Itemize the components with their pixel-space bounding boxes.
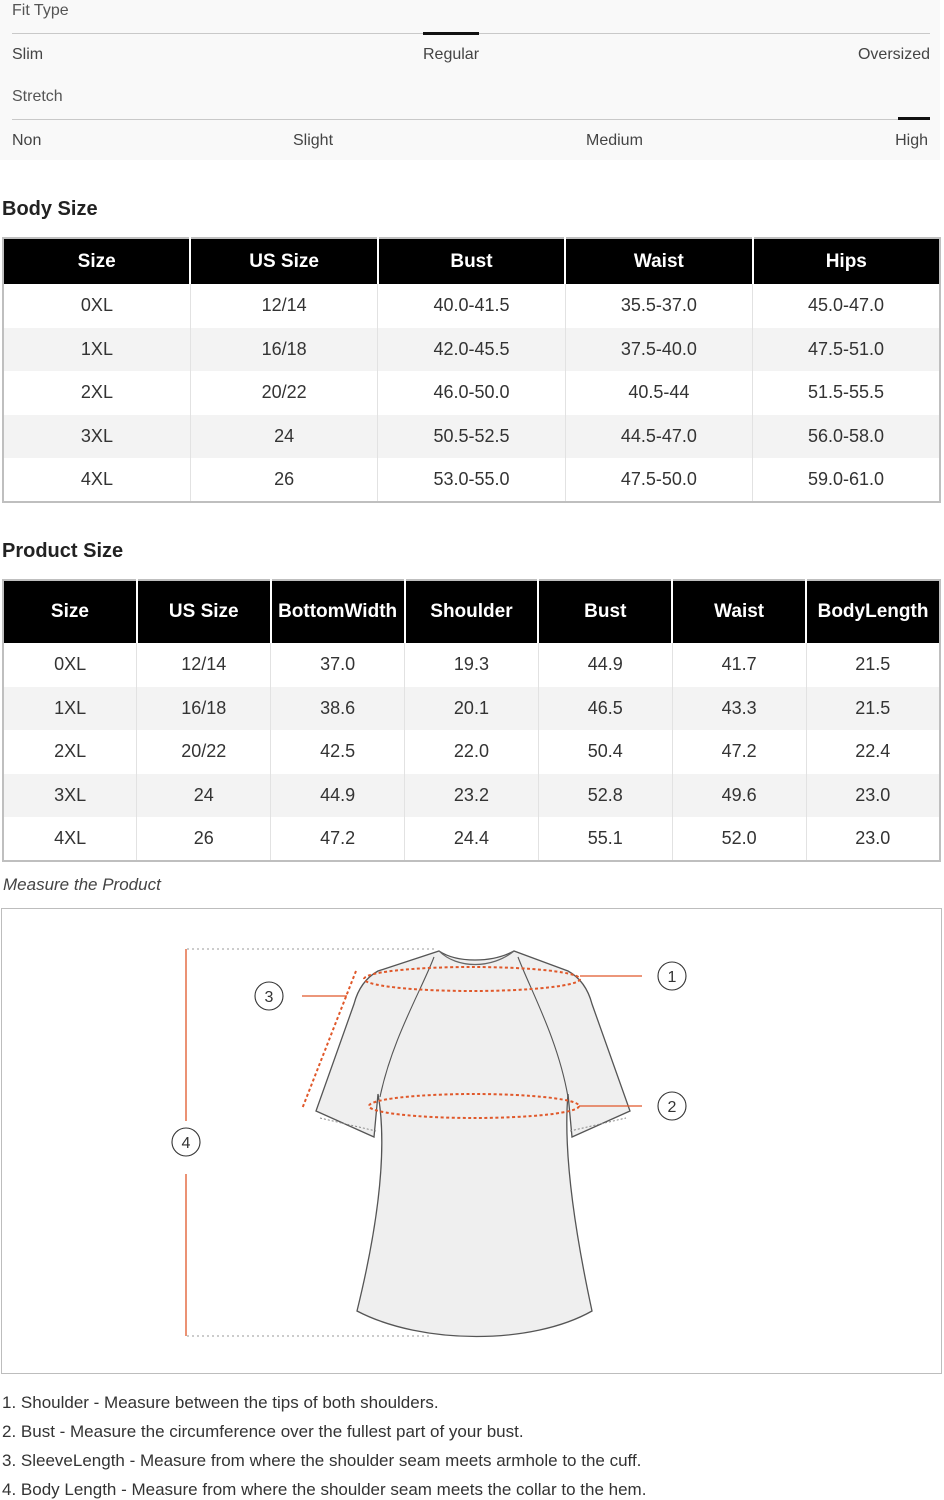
table-cell: 3XL	[3, 774, 137, 818]
table-cell: 44.5-47.0	[565, 415, 752, 459]
table-cell: 16/18	[190, 328, 377, 372]
table-cell: 12/14	[137, 643, 271, 687]
table-row	[3, 458, 940, 502]
table-cell: 12/14	[190, 284, 377, 328]
measurement-diagram	[1, 908, 942, 1374]
table-cell: 26	[137, 817, 271, 861]
table-cell: 42.0-45.5	[378, 328, 565, 372]
stretch-title: Stretch	[12, 88, 63, 105]
callout-number-4: 4	[181, 1135, 191, 1152]
table-row	[3, 730, 940, 774]
table-row	[3, 371, 940, 415]
table-cell: 37.0	[271, 643, 405, 687]
table-cell: 38.6	[271, 687, 405, 731]
stretch-label-slight: Slight	[293, 132, 334, 149]
table-cell: 3XL	[3, 415, 190, 459]
column-header: Hips	[753, 238, 940, 284]
table-row	[3, 687, 940, 731]
stretch-label-medium: Medium	[586, 132, 643, 149]
table-cell: 23.2	[405, 774, 539, 818]
table-cell: 4XL	[3, 458, 190, 502]
column-header: US Size	[190, 238, 377, 284]
stretch-indicator	[898, 117, 930, 120]
stretch-label-high: High	[895, 132, 928, 149]
table-cell: 42.5	[271, 730, 405, 774]
table-row	[3, 643, 940, 687]
table-row	[3, 817, 940, 861]
callout-number-2: 2	[667, 1099, 677, 1116]
table-cell: 44.9	[271, 774, 405, 818]
note-body-length: 4. Body Length - Measure from where the shoulder seam meets the collar to the hem.	[2, 1480, 647, 1499]
table-cell: 24	[137, 774, 271, 818]
table-cell: 40.0-41.5	[378, 284, 565, 328]
table-cell: 26	[190, 458, 377, 502]
note-sleeve-length: 3. SleeveLength - Measure from where the shoulder seam meets armhole to the cuff.	[2, 1451, 642, 1470]
product-size-table	[2, 579, 941, 862]
table-cell: 20/22	[137, 730, 271, 774]
measurement-notes	[2, 1388, 646, 1500]
table-cell: 56.0-58.0	[753, 415, 940, 459]
fit-type-label-regular: Regular	[423, 46, 480, 63]
note-shoulder: 1. Shoulder - Measure between the tips of both shoulders.	[2, 1393, 439, 1412]
table-cell: 46.5	[538, 687, 672, 731]
fit-type-indicator	[423, 32, 479, 35]
table-cell: 47.5-51.0	[753, 328, 940, 372]
table-cell: 45.0-47.0	[808, 295, 885, 316]
tshirt-outline	[316, 951, 630, 1337]
table-cell: 55.1	[538, 817, 672, 861]
fit-stretch-panel	[0, 0, 940, 160]
table-cell: 1XL	[3, 328, 190, 372]
column-header: Shoulder	[405, 580, 539, 643]
table-cell: 21.5	[855, 654, 891, 675]
table-cell: 22.0	[405, 730, 539, 774]
fit-type-label-oversized: Oversized	[857, 46, 930, 63]
table-cell: 35.5-37.0	[565, 284, 752, 328]
table-cell: 16/18	[137, 687, 271, 731]
fit-type-title: Fit Type	[12, 2, 69, 19]
column-header: Size	[3, 580, 137, 643]
table-cell: 47.2	[672, 730, 806, 774]
table-cell: 50.5-52.5	[378, 415, 565, 459]
table-cell: 47.5-50.0	[565, 458, 752, 502]
table-row	[3, 284, 940, 328]
table-cell: 20.1	[405, 687, 539, 731]
table-cell: 53.0-55.0	[378, 458, 565, 502]
table-cell: 59.0-61.0	[808, 468, 885, 489]
stretch-scale	[12, 119, 930, 120]
column-header: Waist	[565, 238, 752, 284]
table-cell: 21.5	[806, 687, 940, 731]
table-cell: 40.5-44	[565, 371, 752, 415]
table-cell: 44.9	[538, 643, 672, 687]
table-cell: 41.7	[672, 643, 806, 687]
table-cell: 20/22	[190, 371, 377, 415]
table-cell: 24.4	[405, 817, 539, 861]
table-cell: 2XL	[3, 730, 137, 774]
callout-number-1: 1	[667, 969, 677, 986]
table-cell: 0XL	[3, 643, 137, 687]
table-row	[3, 774, 940, 818]
table-cell: 49.6	[672, 774, 806, 818]
table-cell: 2XL	[3, 371, 190, 415]
note-bust: 2. Bust - Measure the circumference over the fullest part of your bust.	[2, 1422, 524, 1441]
table-cell: 1XL	[3, 687, 137, 731]
table-cell: 23.0	[855, 827, 891, 848]
table-cell: 4XL	[3, 817, 137, 861]
measure-caption: Measure the Product	[3, 875, 161, 894]
callout-number-3: 3	[264, 989, 274, 1006]
column-header: BottomWidth	[271, 580, 405, 643]
table-cell: 0XL	[3, 284, 190, 328]
table-row	[3, 328, 940, 372]
stretch-label-non: Non	[12, 132, 42, 149]
body-size-table	[2, 237, 941, 503]
product-size-title: Product Size	[2, 540, 124, 562]
table-cell: 51.5-55.5	[808, 382, 885, 403]
table-cell: 37.5-40.0	[565, 328, 752, 372]
table-cell: 19.3	[405, 643, 539, 687]
table-cell: 43.3	[672, 687, 806, 731]
table-cell: 52.8	[538, 774, 672, 818]
column-header: Bust	[378, 238, 565, 284]
table-cell: 47.2	[271, 817, 405, 861]
column-header: Waist	[672, 580, 806, 643]
table-header-row	[3, 238, 940, 284]
column-header: US Size	[137, 580, 271, 643]
column-header: BodyLength	[806, 580, 940, 643]
table-cell: 52.0	[672, 817, 806, 861]
table-cell: 50.4	[538, 730, 672, 774]
tshirt-diagram	[2, 909, 943, 1375]
table-cell: 24	[190, 415, 377, 459]
fit-type-label-slim: Slim	[12, 46, 44, 63]
table-cell: 46.0-50.0	[378, 371, 565, 415]
table-cell: 23.0	[806, 774, 940, 818]
body-size-title: Body Size	[2, 198, 98, 220]
column-header: Bust	[538, 580, 672, 643]
table-header-row	[3, 580, 940, 643]
table-cell: 22.4	[855, 741, 891, 762]
column-header: Size	[3, 238, 190, 284]
table-row	[3, 415, 940, 459]
